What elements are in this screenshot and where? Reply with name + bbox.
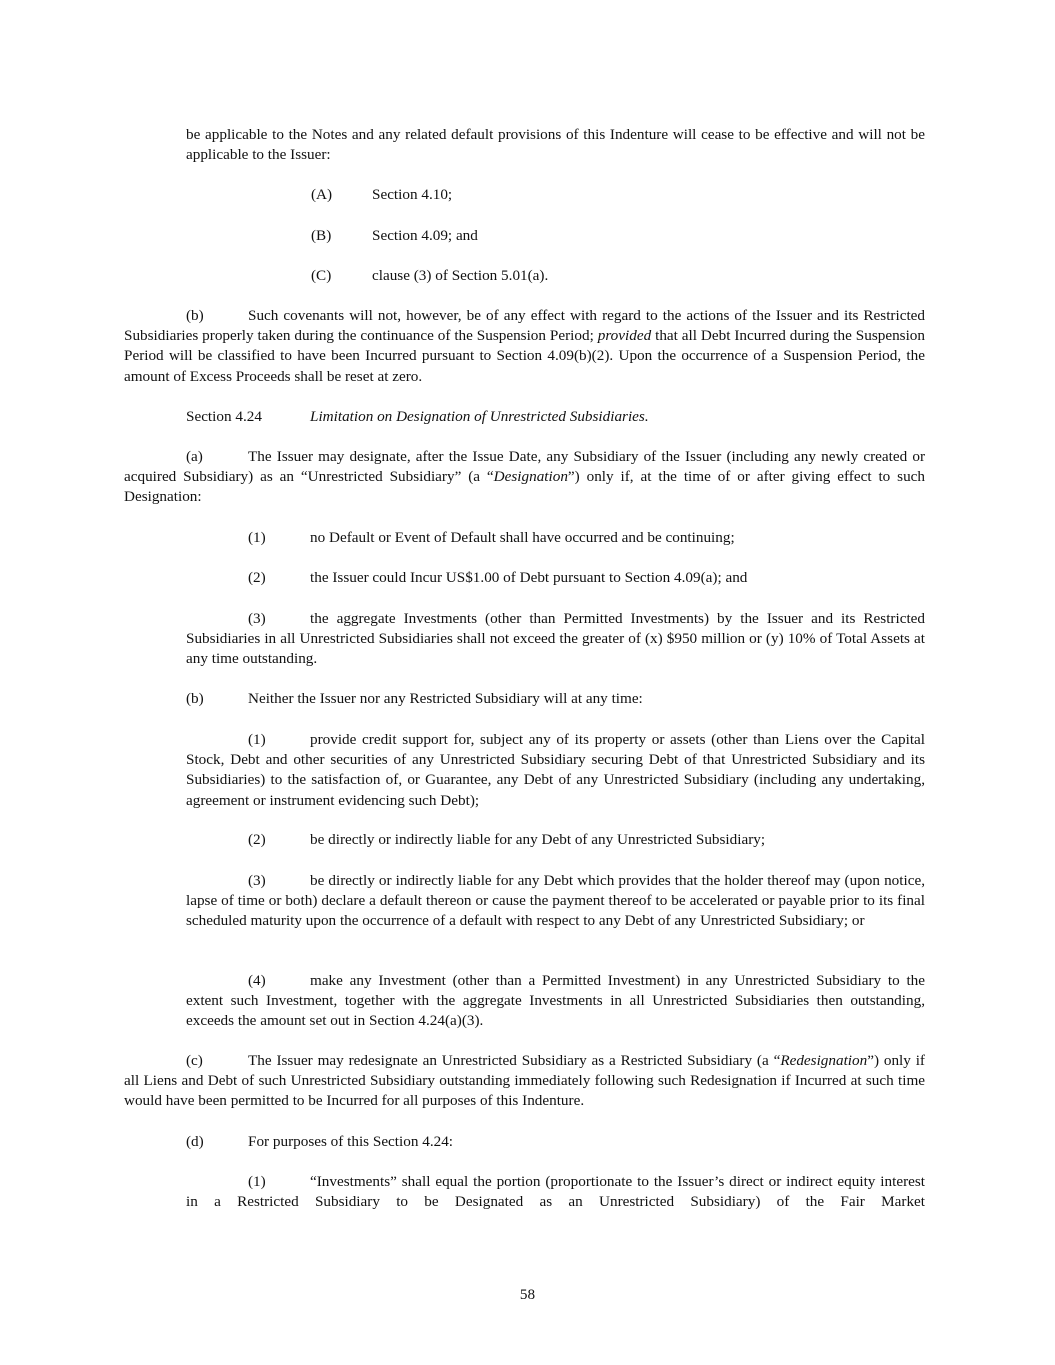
- paragraph-b: (b) Such covenants will not, however, be of any effect with regard to the actions of the Issuer and its Restricted Subsidiaries properly taken during the continuance of the Suspension Period; provided that all Debt Incurred during the Suspension Period will be classified to have been Incurred pursuant to Section 4.09(b)(2). Upon the occurrence of a Suspension Period, the amount of Excess Proceeds shall be reset at zero.: [124, 307, 925, 385]
- page-number: 58: [519, 1286, 536, 1303]
- list-item: (1) no Default or Event of Default shall have occurred and be continuing;: [248, 529, 735, 546]
- list-item: (C) clause (3) of Section 5.01(a).: [311, 267, 549, 284]
- list-item: (3) the aggregate Investments (other than Permitted Investments) by the Issuer and its Restricted Subsidiaries in all Unrestricted Subsidiaries shall not exceed the greater of (x) $950 million or (y) 10% of Total Assets at any time outstanding.: [186, 610, 925, 668]
- section-heading: Section 4.24 Limitation on Designation of Unrestricted Subsidiaries.: [186, 408, 649, 425]
- list-item: (1) provide credit support for, subject any of its property or assets (other than Liens over the Capital Stock, Debt and other securities of any Unrestricted Subsidiary securing Debt of that Unrestricted Subsidiary and its Subsidiaries) to the satisfaction of, or Guarantee, any Debt of any Unrestricted Subsidiary (including any undertaking, agreement or instrument evidencing such Debt);: [186, 731, 925, 809]
- section-d-heading: (d) For purposes of this Section 4.24:: [186, 1133, 454, 1150]
- list-item: (3) be directly or indirectly liable for any Debt which provides that the holder thereof may (upon notice, lapse of time or both) declare a default thereon or cause the payment thereof to be accelerated or payable prior to its final scheduled maturity upon the occurrence of a default with respect to any Debt of any Unrestricted Subsidiary; or: [186, 872, 925, 930]
- intro-paragraph: be applicable to the Notes and any related default provisions of this Indenture will cease to be effective and will not be applicable to the Issuer:: [186, 126, 925, 164]
- list-item: (B) Section 4.09; and: [311, 227, 478, 244]
- section-a-paragraph: (a) The Issuer may designate, after the Issue Date, any Subsidiary of the Issuer (including any newly created or acquired Subsidiary) as an “Unrestricted Subsidiary” (a “Designation”) only if, at the time of or after giving effect to such Designation:: [124, 448, 925, 506]
- section-c-paragraph: (c) The Issuer may redesignate an Unrestricted Subsidiary as a Restricted Subsidiary (a “Redesignation”) only if all Liens and Debt of such Unrestricted Subsidiary outstanding immediately following such Redesignation if Incurred at such time would have been permitted to be Incurred for all purposes of this Indenture.: [124, 1052, 925, 1110]
- list-item: (2) be directly or indirectly liable for any Debt of any Unrestricted Subsidiary;: [248, 831, 766, 848]
- section-b-heading: (b) Neither the Issuer nor any Restricted Subsidiary will at any time:: [186, 690, 643, 707]
- list-item: (2) the Issuer could Incur US$1.00 of Debt pursuant to Section 4.09(a); and: [248, 569, 748, 586]
- list-item: (A) Section 4.10;: [311, 186, 453, 203]
- list-item: (1) “Investments” shall equal the portion (proportionate to the Issuer’s direct or indirect equity interest in a Restricted Subsidiary to be Designated as an Unrestricted Subsidiary) of the Fair Market: [186, 1173, 925, 1211]
- list-item: (4) make any Investment (other than a Permitted Investment) in any Unrestricted Subsidiary to the extent such Investment, together with the aggregate Investments in all Unrestricted Subsidiaries then outstanding, exceeds the amount set out in Section 4.24(a)(3).: [186, 972, 925, 1030]
